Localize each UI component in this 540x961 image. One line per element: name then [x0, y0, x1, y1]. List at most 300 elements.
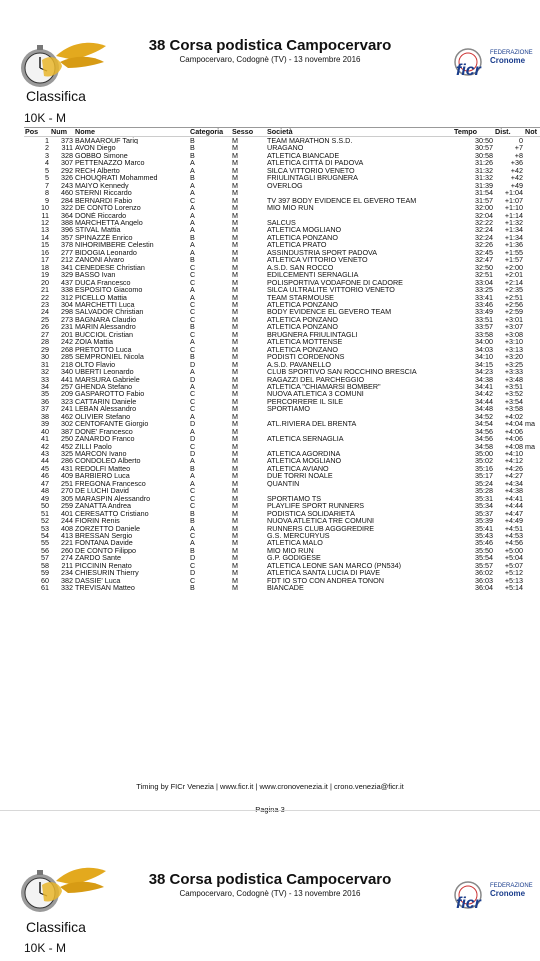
- cell-gap: +2:59: [504, 308, 523, 316]
- cell-name: SPINAZZÈ Enrico: [75, 233, 133, 242]
- cell-notes: [524, 279, 540, 286]
- cell-pos: 5: [45, 174, 49, 182]
- cell-club: G.S. MERCURYUS: [267, 532, 330, 540]
- cell-notes: [524, 219, 540, 226]
- cell-category: B: [190, 136, 195, 145]
- cell-time: 36:03: [475, 576, 493, 585]
- cell-num: 312: [61, 293, 73, 301]
- table-row: [24, 226, 540, 233]
- cell-sex: M: [232, 308, 238, 316]
- table-row: [24, 547, 540, 554]
- cell-num: 260: [61, 546, 73, 555]
- table-row: [24, 264, 540, 271]
- cell-sex: M: [232, 532, 238, 540]
- cell-gap: +4:56: [504, 539, 523, 547]
- cell-pos: 40: [41, 427, 49, 436]
- cell-notes: [524, 241, 540, 248]
- table-row: [24, 502, 540, 509]
- table-row: [24, 174, 540, 181]
- cell-gap: +4:06: [504, 427, 523, 436]
- cell-club: QUANTIN: [267, 479, 300, 488]
- cell-sex: M: [232, 360, 238, 369]
- cell-category: C: [190, 576, 196, 585]
- table-row: [24, 562, 540, 569]
- cell-time: 35:57: [475, 561, 493, 570]
- cell-club: MIO MIO RUN: [267, 204, 314, 212]
- table-row: [24, 368, 540, 375]
- cell-club: TV 397 BODY EVIDENCE EL GEVERO TEAM: [267, 196, 417, 205]
- table-row: [24, 338, 540, 345]
- cell-sex: M: [232, 286, 238, 294]
- cell-gap: +3:01: [504, 315, 523, 324]
- cell-notes: [524, 472, 540, 479]
- cell-num: 388: [61, 218, 73, 227]
- cell-notes: [524, 554, 540, 561]
- cell-club: OVERLOG: [267, 181, 303, 190]
- cell-club: ATLETICA MOGLIANO: [267, 457, 342, 465]
- cell-time: 33:51: [475, 315, 493, 324]
- cell-category: C: [190, 502, 196, 510]
- cell-category: C: [190, 300, 196, 309]
- cell-time: 34:54: [475, 420, 493, 428]
- cell-name: SALVADOR Christian: [75, 308, 144, 316]
- cell-gap: +1:32: [504, 218, 523, 227]
- cell-category: B: [190, 174, 195, 182]
- cell-sex: M: [232, 300, 238, 309]
- cell-time: 32:47: [475, 256, 493, 264]
- cell-pos: 36: [41, 397, 49, 406]
- cell-category: A: [190, 479, 195, 488]
- cell-notes: [524, 539, 540, 546]
- cell-notes: [524, 152, 540, 159]
- cell-sex: M: [232, 569, 238, 577]
- table-row: [24, 241, 540, 248]
- cell-time: 32:51: [475, 271, 493, 279]
- cell-notes: [524, 323, 540, 330]
- cell-sex: M: [232, 263, 238, 272]
- cell-name: STERNI Riccardo: [75, 189, 132, 197]
- table-row: [24, 383, 540, 390]
- cell-category: B: [190, 584, 195, 592]
- cell-club: ATLETICA BIANCADE: [267, 151, 340, 160]
- cell-gap: +4:44: [504, 502, 523, 510]
- cell-pos: 29: [41, 345, 49, 354]
- cell-sex: M: [232, 241, 238, 249]
- table-row: [24, 428, 540, 435]
- cell-time: 35:39: [475, 517, 493, 525]
- cell-club: BIANCADE: [267, 584, 304, 592]
- cell-category: A: [190, 382, 195, 391]
- cell-category: A: [190, 524, 195, 533]
- cell-category: C: [190, 397, 196, 406]
- cell-gap: +3:10: [504, 338, 523, 346]
- col-header-pos: Pos: [24, 127, 50, 137]
- cell-club: ATLETICA VITTORIO VENETO: [267, 256, 368, 264]
- cell-name: ZILLI Paolo: [75, 442, 112, 451]
- cell-sex: M: [232, 159, 238, 167]
- cell-time: 34:48: [475, 405, 493, 413]
- table-row: [24, 167, 540, 174]
- brand-logo-text: ficr: [456, 62, 481, 79]
- cell-category: B: [190, 256, 195, 264]
- cell-time: 35:28: [475, 487, 493, 495]
- table-row: [24, 525, 540, 532]
- cell-time: 34:23: [475, 368, 493, 376]
- cell-sex: M: [232, 181, 238, 190]
- cell-category: B: [190, 517, 195, 525]
- cell-num: 242: [61, 338, 73, 346]
- cell-sex: M: [232, 450, 238, 458]
- cell-name: BIDOGIA Leonardo: [75, 248, 137, 257]
- cell-notes: [524, 525, 540, 532]
- table-row: [24, 376, 540, 383]
- cell-name: CHOUQRATI Mohammed: [75, 174, 158, 182]
- cell-gap: +3:51: [504, 382, 523, 391]
- cell-club: FRIULINTAGLI BRUGNERA: [267, 174, 358, 182]
- col-header-sex: Sesso: [231, 127, 266, 137]
- col-header-category: Categoria: [189, 127, 231, 137]
- cell-sex: M: [232, 338, 238, 346]
- cell-time: 35:34: [475, 502, 493, 510]
- cell-gap: +1:04: [504, 189, 523, 197]
- cell-pos: 23: [41, 300, 49, 309]
- cell-pos: 1: [45, 136, 49, 145]
- cell-pos: 14: [41, 233, 49, 242]
- cell-notes: [524, 174, 540, 181]
- cell-club: ATLETICA LEONE SAN MARCO (PN534): [267, 561, 402, 570]
- cell-num: 408: [61, 524, 73, 533]
- table-row: [24, 495, 540, 502]
- cell-time: 32:50: [475, 263, 493, 272]
- cell-club: SILCA ULTRALITE VITTORIO VENETO: [267, 286, 395, 294]
- cell-category: B: [190, 144, 195, 152]
- cell-sex: M: [232, 524, 238, 533]
- cell-sex: M: [232, 315, 238, 324]
- cell-name: BAGNARA Claudio: [75, 315, 137, 324]
- cell-gap: +2:56: [504, 300, 523, 309]
- cell-name: BRESSAN Sergio: [75, 532, 133, 540]
- cell-sex: M: [232, 256, 238, 264]
- table-row: [24, 316, 540, 323]
- cell-time: 34:03: [475, 345, 493, 354]
- cell-sex: M: [232, 248, 238, 257]
- cell-time: 31:32: [475, 166, 493, 175]
- cell-club: URAGANO: [267, 144, 304, 152]
- cell-time: 32:45: [475, 248, 493, 257]
- cell-pos: 22: [41, 293, 49, 301]
- cell-category: B: [190, 546, 195, 555]
- cell-club: RAGAZZI DEL PARCHEGGIO: [267, 375, 365, 383]
- cell-club: ATLETICA PRATO: [267, 241, 327, 249]
- results-table: [24, 127, 540, 592]
- cell-sex: M: [232, 196, 238, 205]
- cell-gap: +4:53: [504, 532, 523, 540]
- cell-name: PETTENAZZO Marco: [75, 159, 145, 167]
- cell-pos: 35: [41, 390, 49, 398]
- cell-num: 304: [61, 300, 73, 309]
- cell-notes: [524, 450, 540, 457]
- cell-name: SEMPRONIEL Nicola: [75, 353, 144, 361]
- cell-time: 33:04: [475, 278, 493, 287]
- cell-gap: +5:07: [504, 561, 523, 570]
- table-row: [24, 435, 540, 442]
- cell-notes: [524, 547, 540, 554]
- cell-club: ATLETICA SERNAGLIA: [267, 435, 344, 443]
- cell-category: A: [190, 241, 195, 249]
- cell-notes: [524, 480, 540, 487]
- cell-club: SILCA VITTORIO VENETO: [267, 166, 355, 175]
- cell-notes: ma: [525, 420, 535, 428]
- cell-gap: +1:10: [504, 204, 523, 212]
- cell-notes: [524, 517, 540, 524]
- table-row: [24, 584, 540, 591]
- cell-name: STIVAL Mattia: [75, 226, 121, 234]
- cell-club: PLAYLIFE SPORT RUNNERS: [267, 502, 365, 510]
- cell-num: 302: [61, 420, 73, 428]
- cell-gap: +3:33: [504, 368, 523, 376]
- cell-num: 364: [61, 211, 73, 219]
- cell-num: 285: [61, 353, 73, 361]
- cell-gap: +3:07: [504, 323, 523, 331]
- table-row: [24, 465, 540, 472]
- cell-time: 35:31: [475, 494, 493, 503]
- table-row: [24, 279, 540, 286]
- cell-num: 218: [61, 360, 73, 369]
- cell-notes: [524, 338, 540, 345]
- cell-sex: M: [232, 166, 238, 175]
- cell-name: CERESATTO Cristiano: [75, 509, 149, 518]
- cell-num: 270: [61, 487, 73, 495]
- cell-gap: +3:08: [504, 330, 523, 339]
- cell-notes: [524, 465, 540, 472]
- table-row: [24, 569, 540, 576]
- cell-num: 251: [61, 479, 73, 488]
- cell-sex: M: [232, 546, 238, 555]
- cell-gap: +4:04: [504, 420, 523, 428]
- cell-category: A: [190, 204, 195, 212]
- cell-sex: M: [232, 472, 238, 480]
- cell-sex: M: [232, 412, 238, 421]
- table-row: [24, 510, 540, 517]
- cell-num: 259: [61, 502, 73, 510]
- cell-club: [266, 487, 453, 494]
- table-header-row: [24, 127, 540, 137]
- cell-sex: M: [232, 427, 238, 436]
- cell-gap: +1:07: [504, 196, 523, 205]
- cell-gap: +4:51: [504, 524, 523, 533]
- cell-gap: +3:58: [504, 405, 523, 413]
- category-heading: 10K - M: [24, 941, 67, 955]
- cell-name: CENEDESE Christian: [75, 263, 145, 272]
- cell-sex: M: [232, 151, 238, 160]
- cell-sex: M: [232, 457, 238, 465]
- table-row: [24, 532, 540, 539]
- cell-pos: 56: [41, 546, 49, 555]
- cell-time: 34:38: [475, 375, 493, 383]
- col-header-club: Società: [266, 127, 453, 137]
- cell-pos: 47: [41, 479, 49, 488]
- cell-pos: 33: [41, 375, 49, 383]
- cell-club: ATLETICA MALO: [267, 539, 323, 547]
- table-row: [24, 249, 540, 256]
- cell-category: C: [190, 487, 196, 495]
- cell-sex: M: [232, 509, 238, 518]
- cell-notes: [524, 435, 540, 442]
- cell-time: 35:46: [475, 539, 493, 547]
- cell-time: 36:04: [475, 584, 493, 592]
- cell-notes: [524, 569, 540, 576]
- cell-time: 35:02: [475, 457, 493, 465]
- cell-club: ATLETICA AVIANO: [267, 464, 329, 473]
- cell-gap: +4:12: [504, 457, 523, 465]
- cell-time: 35:54: [475, 554, 493, 562]
- cell-gap: +42: [510, 174, 523, 182]
- cell-notes: [524, 577, 540, 584]
- cell-time: 34:10: [475, 353, 493, 361]
- table-row: [24, 271, 540, 278]
- results-body: [24, 137, 540, 592]
- cell-name: DONE' Francesco: [75, 427, 133, 436]
- cell-sex: M: [232, 390, 238, 398]
- cell-sex: M: [232, 397, 238, 406]
- cell-pos: 54: [41, 532, 49, 540]
- col-header-name: Nome: [74, 127, 189, 137]
- cell-sex: M: [232, 233, 238, 242]
- cell-time: 35:16: [475, 464, 493, 473]
- cell-notes: [524, 532, 540, 539]
- table-row: [24, 219, 540, 226]
- cell-name: ZOIA Mattia: [75, 338, 113, 346]
- col-header-num: Num: [50, 127, 74, 137]
- cell-club: ATLETICA PONZANO: [267, 345, 338, 354]
- cell-pos: 19: [41, 271, 49, 279]
- cell-name: NIHORIMBERE Celestin: [75, 241, 154, 249]
- cell-gap: +4:27: [504, 472, 523, 480]
- cell-gap: +4:06: [504, 435, 523, 443]
- table-row: [24, 353, 540, 360]
- cell-time: 32:22: [475, 218, 493, 227]
- brand-label: FEDERAZIONE: [490, 50, 533, 56]
- cell-gap: +2:01: [504, 271, 523, 279]
- cell-notes: [524, 390, 540, 397]
- cell-category: C: [190, 390, 196, 398]
- cell-num: 396: [61, 226, 73, 234]
- cell-time: 32:00: [475, 204, 493, 212]
- cell-num: 241: [61, 405, 73, 413]
- cell-time: 35:50: [475, 546, 493, 555]
- cell-name: BUCCIOL Cristian: [75, 330, 134, 339]
- cell-gap: +5:04: [504, 554, 523, 562]
- cell-gap: 0: [519, 136, 523, 145]
- cell-club: ATLETICA PONZANO: [267, 300, 338, 309]
- cell-notes: [524, 361, 540, 368]
- cell-pos: 57: [41, 554, 49, 562]
- cell-gap: +4:34: [504, 479, 523, 488]
- page-title: 38 Corsa podistica Campocervaro: [148, 37, 392, 54]
- cell-num: 231: [61, 323, 73, 331]
- cell-num: 452: [61, 442, 73, 451]
- table-row: [24, 450, 540, 457]
- cell-name: CHIESURIN Thierry: [75, 569, 139, 577]
- cell-name: GASPAROTTO Fabio: [75, 390, 145, 398]
- cell-num: 325: [61, 450, 73, 458]
- cell-name: ZORZETTO Daniele: [75, 524, 140, 533]
- cell-notes: [524, 398, 540, 405]
- cell-time: 32:24: [475, 233, 493, 242]
- cell-time: 35:24: [475, 479, 493, 488]
- cell-club: FDT IO STO CON ANDREA TONON: [267, 576, 384, 585]
- cell-category: C: [190, 196, 196, 205]
- cell-club: G.P. GODIGESE: [267, 554, 321, 562]
- cell-sex: M: [232, 494, 238, 503]
- cell-pos: 48: [41, 487, 49, 495]
- cell-category: C: [190, 532, 196, 540]
- page-subtitle: Campocervaro, Codognè (TV) - 13 novembre 2016: [179, 55, 361, 64]
- cell-pos: 53: [41, 524, 49, 533]
- cell-num: 441: [61, 375, 73, 383]
- cell-notes: [524, 182, 540, 189]
- cell-notes: [524, 353, 540, 360]
- cell-sex: M: [232, 211, 238, 219]
- cell-num: 322: [61, 204, 73, 212]
- cell-notes: [524, 286, 540, 293]
- cell-pos: 55: [41, 539, 49, 547]
- cell-gap: +1:34: [504, 233, 523, 242]
- cell-category: A: [190, 181, 195, 190]
- cell-name: ZANONI Alvaro: [75, 256, 125, 264]
- table-row: [24, 398, 540, 405]
- cell-category: C: [190, 561, 196, 570]
- cell-club: [266, 428, 453, 435]
- cell-name: BERNARDI Fabio: [75, 196, 133, 205]
- table-row: [24, 212, 540, 219]
- cell-notes: [524, 428, 540, 435]
- table-row: [24, 346, 540, 353]
- cell-num: 341: [61, 263, 73, 272]
- cell-time: 31:57: [475, 196, 493, 205]
- cell-category: A: [190, 211, 195, 219]
- cell-time: 33:58: [475, 330, 493, 339]
- cell-name: CENTOFANTE Giorgio: [75, 420, 149, 428]
- cell-pos: 38: [41, 412, 49, 421]
- table-row: [24, 204, 540, 211]
- cell-notes: [524, 405, 540, 412]
- cell-pos: 46: [41, 472, 49, 480]
- table-row: [24, 539, 540, 546]
- cell-gap: +4:41: [504, 494, 523, 503]
- cell-notes: ma: [525, 442, 535, 451]
- cell-gap: +1:34: [504, 226, 523, 234]
- cell-name: REDOLFI Matteo: [75, 464, 131, 473]
- cell-gap: +7: [514, 144, 523, 152]
- cell-sex: M: [232, 576, 238, 585]
- ficr-logo: [450, 42, 540, 82]
- cell-category: D: [190, 435, 196, 443]
- cell-club: ATL.RIVIERA DEL BRENTA: [267, 420, 357, 428]
- cell-name: OLTO Flavio: [75, 360, 116, 369]
- cell-time: 33:41: [475, 293, 493, 301]
- cell-club: ATLETICA PONZANO: [267, 323, 338, 331]
- cell-gap: +4:08: [504, 442, 523, 451]
- cell-sex: M: [232, 584, 238, 592]
- cell-pos: 44: [41, 457, 49, 465]
- cell-pos: 49: [41, 494, 49, 503]
- table-row: [24, 413, 540, 420]
- cell-time: 35:00: [475, 450, 493, 458]
- cell-name: TREVISAN Matteo: [75, 584, 135, 592]
- cell-gap: +5:00: [504, 546, 523, 555]
- section-heading: Classifica: [26, 88, 86, 104]
